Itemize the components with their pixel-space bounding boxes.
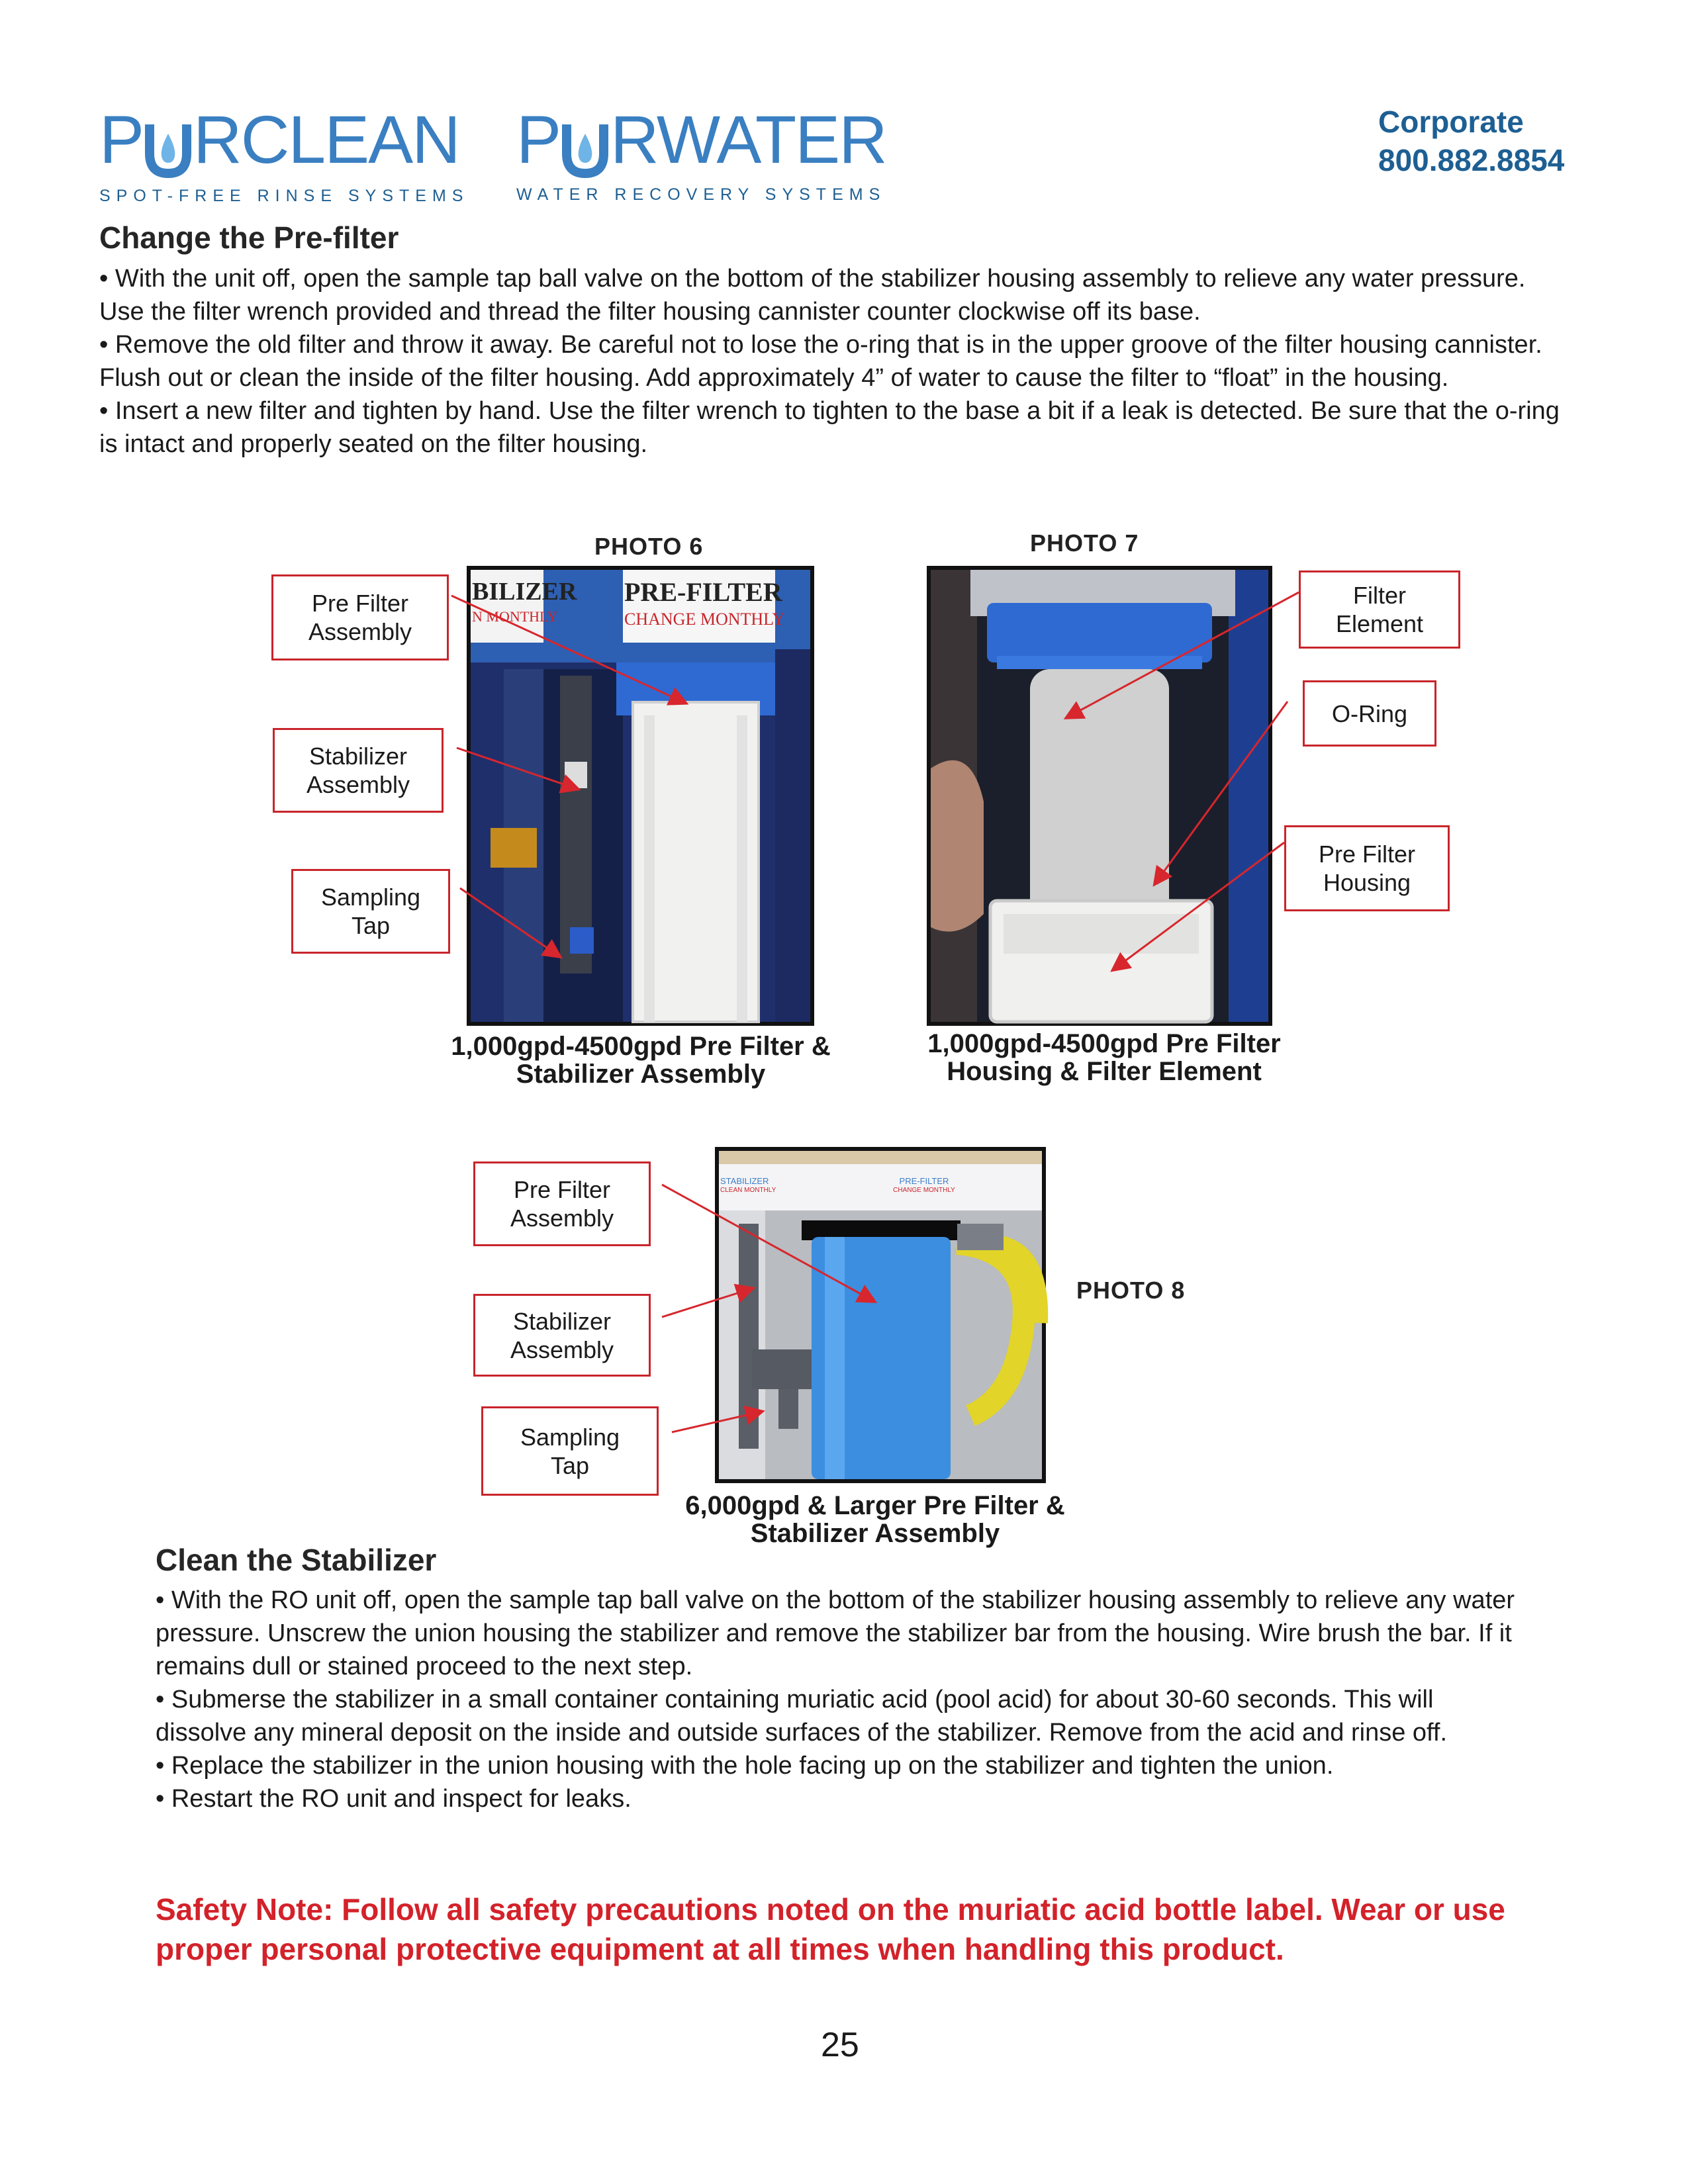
page-number: 25	[821, 2026, 859, 2064]
corporate-label: Corporate	[1378, 105, 1524, 139]
photo-6-sign-prefilter-sub: CHANGE MONTHLY	[624, 610, 785, 629]
callout-stabilizer-assembly: Stabilizer Assembly	[273, 728, 444, 813]
photo-8-caption: 6,000gpd & Larger Pre Filter & Stabilizer Assembly	[685, 1491, 1065, 1548]
photo-8-sign-stabilizer-sub: CLEAN MONTHLY	[720, 1187, 776, 1194]
instruction-bullet: • With the unit off, open the sample tap ball valve on the bottom of the stabilizer housing assembly to relieve any water pressure. Use the filter wrench provided and thread the filter housing cannister counter clockwise off its base.	[99, 265, 1526, 326]
instruction-bullet: • Remove the old filter and throw it away. Be careful not to lose the o-ring that is in the upper groove of the filter housing cannister. Flush out or clean the inside of the filter housing. Add approximately 4” of water to cause the filter to “float” in the housing.	[99, 331, 1542, 392]
callout-o-ring: O-Ring	[1303, 680, 1436, 747]
section-heading-change-prefilter: Change the Pre-filter	[99, 220, 399, 255]
photo-6-sign-prefilter: PRE-FILTER	[624, 577, 782, 607]
safety-note: Safety Note: Follow all safety precautions noted on the muriatic acid bottle label. Wear or use proper personal protective equipment at all times when handling this product.	[156, 1892, 1505, 1966]
photo-6-sign-stabilizer-sub: N MONTHLY	[472, 608, 558, 625]
instruction-bullet: • With the RO unit off, open the sample tap ball valve on the bottom of the stabilizer housing assembly to relieve any water pressure. Unscrew the union housing the stabilizer and remove the stabilizer bar from the housing. Wire brush the bar. If it remains dull or stained proceed to the next step.	[156, 1586, 1515, 1680]
callout-pre-filter-assembly: Pre Filter Assembly	[473, 1161, 651, 1246]
purwater-logo: P RWATER WATER RECOVERY SYSTEMS	[516, 102, 886, 204]
photo-7-label: PHOTO 7	[1030, 529, 1139, 557]
callout-filter-element: Filter Element	[1299, 570, 1460, 649]
corporate-phone: 800.882.8854	[1378, 143, 1565, 177]
photo-8-label: PHOTO 8	[1076, 1277, 1186, 1304]
photo-8-sign-prefilter: PRE-FILTER	[899, 1176, 949, 1186]
callout-sampling-tap: Sampling Tap	[481, 1406, 659, 1496]
callout-pre-filter-assembly: Pre Filter Assembly	[271, 574, 449, 660]
stabilizer-instructions	[156, 1584, 1519, 1815]
instruction-bullet: • Restart the RO unit and inspect for leaks.	[156, 1785, 632, 1813]
callout-pre-filter-housing: Pre Filter Housing	[1284, 825, 1450, 911]
photo-8-sign-stabilizer: STABILIZER	[720, 1176, 769, 1186]
instruction-bullet: • Replace the stabilizer in the union housing with the hole facing up on the stabilizer and tighten the union.	[156, 1752, 1334, 1780]
callout-sampling-tap: Sampling Tap	[291, 869, 450, 954]
photo-6-label: PHOTO 6	[594, 533, 704, 560]
callout-stabilizer-assembly: Stabilizer Assembly	[473, 1294, 651, 1377]
photo-6-caption: 1,000gpd-4500gpd Pre Filter & Stabilizer Assembly	[451, 1032, 831, 1089]
instruction-bullet: • Insert a new filter and tighten by hand. Use the filter wrench to tighten to the base a bit if a leak is detected. Be sure that the o-ring is intact and properly seated on the filter housing.	[99, 397, 1560, 458]
instruction-bullet: • Submerse the stabilizer in a small container containing muriatic acid (pool acid) for about 30-60 seconds. This will dissolve any mineral deposit on the inside and outside surfaces of the stabilizer. Remove from the acid and rinse off.	[156, 1686, 1448, 1747]
photo-8-sign-prefilter-sub: CHANGE MONTHLY	[893, 1187, 955, 1194]
photo-6-sign-stabilizer: BILIZER	[472, 578, 577, 606]
purclean-logo: P RCLEAN SPOT-FREE RINSE SYSTEMS	[99, 102, 469, 205]
section-heading-clean-stabilizer: Clean the Stabilizer	[156, 1543, 437, 1577]
photo-7-caption: 1,000gpd-4500gpd Pre Filter Housing & Filter Element	[927, 1029, 1281, 1086]
